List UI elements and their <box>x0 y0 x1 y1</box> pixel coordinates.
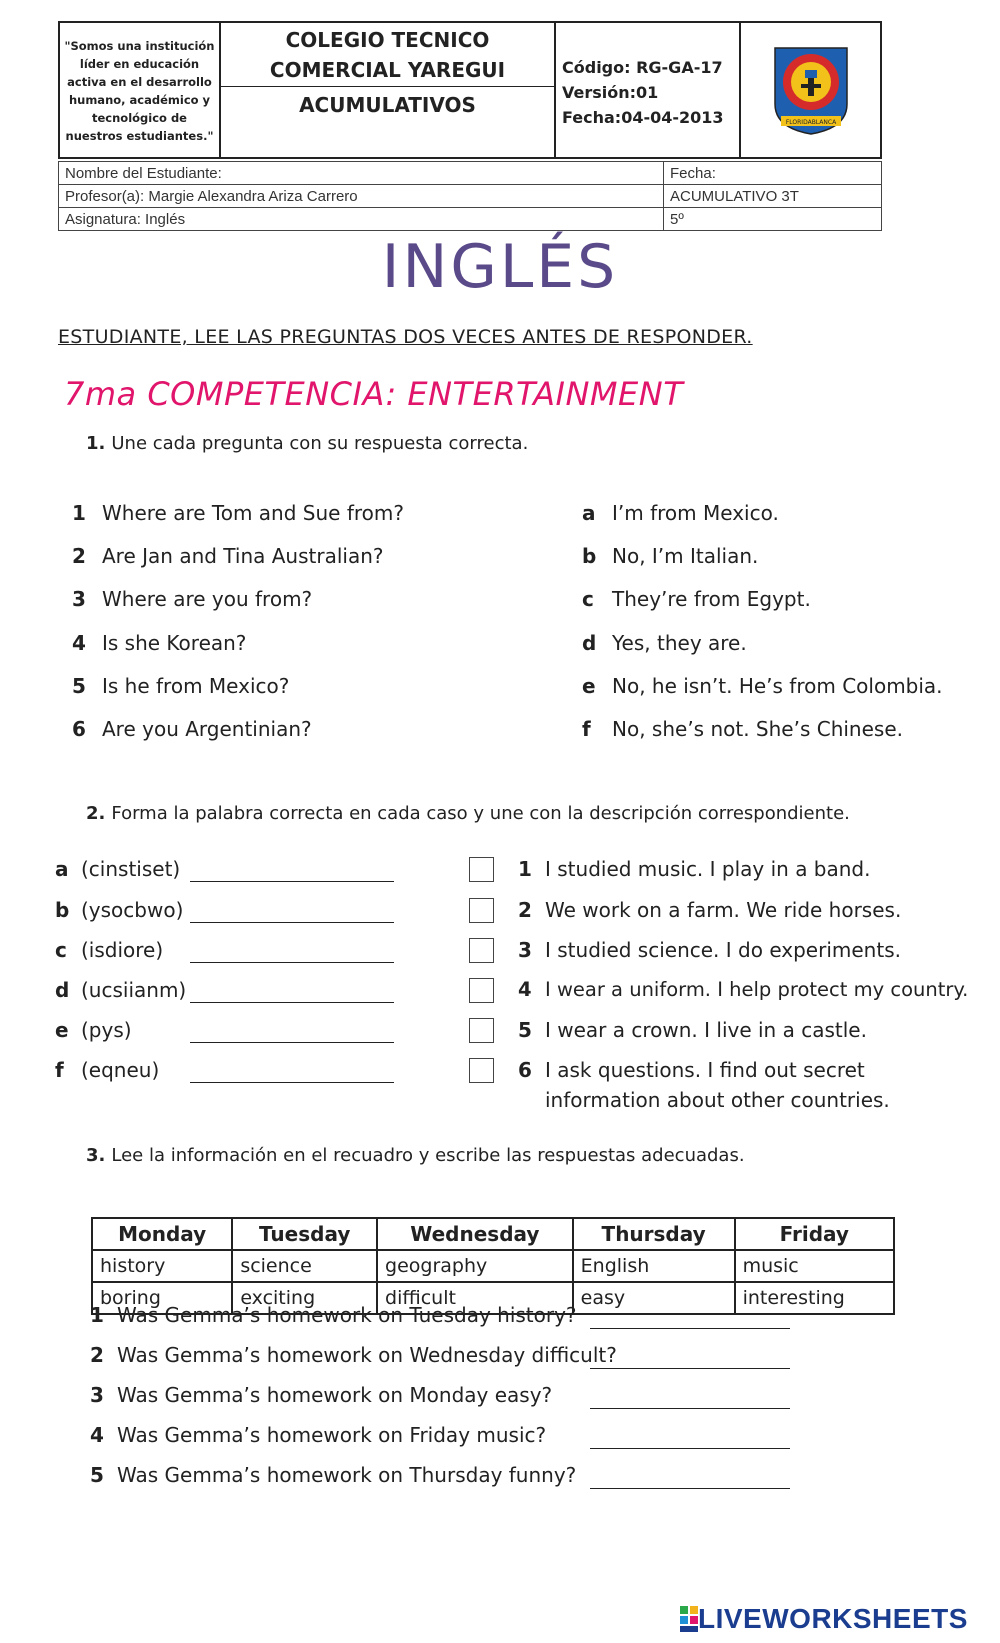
answer-line[interactable] <box>590 1448 790 1449</box>
q1-text: Une cada pregunta con su respuesta correcta. <box>111 433 529 454</box>
document-code: Código: RG-GA-17 <box>562 58 723 77</box>
q2-heading <box>86 803 850 824</box>
column-header: Wednesday <box>377 1218 573 1250</box>
table-cell: easy <box>573 1282 735 1314</box>
table-cell: English <box>573 1250 735 1282</box>
table-row <box>92 1250 894 1282</box>
grade-cell: 5º <box>664 208 882 231</box>
document-type: ACUMULATIVOS <box>299 93 476 117</box>
list-item: 5 Was Gemma’s homework on Thursday funny? <box>90 1463 577 1487</box>
answer-line[interactable] <box>190 1002 394 1003</box>
list-item: 4 I wear a uniform. I help protect my country. <box>518 978 969 1001</box>
student-info-table <box>58 161 882 231</box>
subject-cell: Asignatura: Inglés <box>59 208 664 231</box>
list-item: 2 Was Gemma’s homework on Wednesday difficult? <box>90 1343 617 1367</box>
list-item: 3 I studied science. I do experiments. <box>518 938 901 962</box>
list-item-continuation: information about other countries. <box>545 1088 890 1112</box>
school-crest-icon <box>771 44 851 136</box>
list-item: 4 Was Gemma’s homework on Friday music? <box>90 1423 547 1447</box>
list-item: 1 Was Gemma’s homework on Tuesday history? <box>90 1303 577 1327</box>
table-cell: interesting <box>735 1282 894 1314</box>
answer-line[interactable] <box>590 1368 790 1369</box>
homework-schedule-table <box>91 1217 895 1315</box>
answer-line[interactable] <box>590 1408 790 1409</box>
school-logo <box>741 23 880 157</box>
table-cell: history <box>92 1250 232 1282</box>
competence-title: 7ma COMPETENCIA: ENTERTAINMENT <box>64 375 684 413</box>
answer-line[interactable] <box>190 1042 394 1043</box>
list-item: 6 Are you Argentinian? <box>72 717 312 741</box>
table-cell: science <box>232 1250 377 1282</box>
student-name-cell[interactable]: Nombre del Estudiante: <box>59 162 664 185</box>
document-date: Fecha:04-04-2013 <box>562 108 724 127</box>
match-checkbox[interactable] <box>469 1018 494 1043</box>
list-item: d (ucsiianm) <box>55 978 187 1002</box>
instruction-text: ESTUDIANTE, LEE LAS PREGUNTAS DOS VECES ANTES DE RESPONDER. <box>58 326 753 348</box>
list-item: 3 Was Gemma’s homework on Monday easy? <box>90 1383 553 1407</box>
column-header: Thursday <box>573 1218 735 1250</box>
match-checkbox[interactable] <box>469 898 494 923</box>
q1-number: 1. <box>86 433 106 454</box>
page-title: INGLÉS <box>381 232 619 302</box>
list-item: 4 Is she Korean? <box>72 631 247 655</box>
list-item: 1 Where are Tom and Sue from? <box>72 501 404 525</box>
list-item: f No, she’s not. She’s Chinese. <box>582 717 903 741</box>
document-version: Versión:01 <box>562 83 659 102</box>
q3-heading <box>86 1145 745 1166</box>
school-name <box>221 23 554 87</box>
match-checkbox[interactable] <box>469 978 494 1003</box>
answer-line[interactable] <box>190 881 394 882</box>
column-header: Tuesday <box>232 1218 377 1250</box>
list-item: c They’re from Egypt. <box>582 587 811 611</box>
table-header-row <box>92 1218 894 1250</box>
list-item: f (eqneu) <box>55 1058 160 1082</box>
school-name-line1: COLEGIO TECNICO <box>285 28 490 52</box>
answer-line[interactable] <box>590 1488 790 1489</box>
answer-line[interactable] <box>190 1082 394 1083</box>
table-cell: exciting <box>232 1282 377 1314</box>
table-cell: geography <box>377 1250 573 1282</box>
match-checkbox[interactable] <box>469 857 494 882</box>
school-motto: "Somos una institución líder en educación activa en el desarrollo humano, académico y tecnológico de nuestros estudiantes." <box>60 23 221 157</box>
list-item: a (cinstiset) <box>55 857 181 881</box>
liveworksheets-logo-icon <box>680 1606 698 1636</box>
list-item: b (ysocbwo) <box>55 898 184 922</box>
column-header: Friday <box>735 1218 894 1250</box>
brand-wordmark[interactable]: LIVEWORKSHEETS <box>698 1603 968 1634</box>
list-item: 1 I studied music. I play in a band. <box>518 857 871 881</box>
document-code-block <box>556 23 741 157</box>
table-cell: music <box>735 1250 894 1282</box>
answer-line[interactable] <box>590 1328 790 1329</box>
match-checkbox[interactable] <box>469 1058 494 1083</box>
document-header <box>58 21 882 159</box>
q2-text: Forma la palabra correcta en cada caso y une con la descripción correspondiente. <box>111 803 850 824</box>
list-item: 5 I wear a crown. I live in a castle. <box>518 1018 867 1042</box>
school-name-block <box>221 23 556 157</box>
list-item: 6 I ask questions. I find out secret <box>518 1058 865 1082</box>
column-header: Monday <box>92 1218 232 1250</box>
table-cell: boring <box>92 1282 232 1314</box>
q3-number: 3. <box>86 1145 106 1166</box>
list-item: c (isdiore) <box>55 938 164 962</box>
table-cell: difficult <box>377 1282 573 1314</box>
match-checkbox[interactable] <box>469 938 494 963</box>
answer-line[interactable] <box>190 962 394 963</box>
list-item: e (pys) <box>55 1018 132 1042</box>
list-item: d Yes, they are. <box>582 631 747 655</box>
list-item: 5 Is he from Mexico? <box>72 674 290 698</box>
q1-heading <box>86 433 528 454</box>
q2-number: 2. <box>86 803 106 824</box>
list-item: e No, he isn’t. He’s from Colombia. <box>582 674 943 698</box>
answer-line[interactable] <box>190 922 394 923</box>
teacher-cell: Profesor(a): Margie Alexandra Ariza Carrero <box>59 185 664 208</box>
list-item: 2 Are Jan and Tina Australian? <box>72 544 384 568</box>
list-item: b No, I’m Italian. <box>582 544 759 568</box>
list-item: a I’m from Mexico. <box>582 501 779 525</box>
list-item: 3 Where are you from? <box>72 587 313 611</box>
cumulative-cell: ACUMULATIVO 3T <box>664 185 882 208</box>
school-name-line2: COMERCIAL YAREGUI <box>269 58 506 82</box>
q3-text: Lee la información en el recuadro y escribe las respuestas adecuadas. <box>111 1145 745 1166</box>
logo-banner-text: FLORIDABLANCA <box>785 119 836 126</box>
date-cell[interactable]: Fecha: <box>664 162 882 185</box>
list-item: 2 We work on a farm. We ride horses. <box>518 898 902 922</box>
